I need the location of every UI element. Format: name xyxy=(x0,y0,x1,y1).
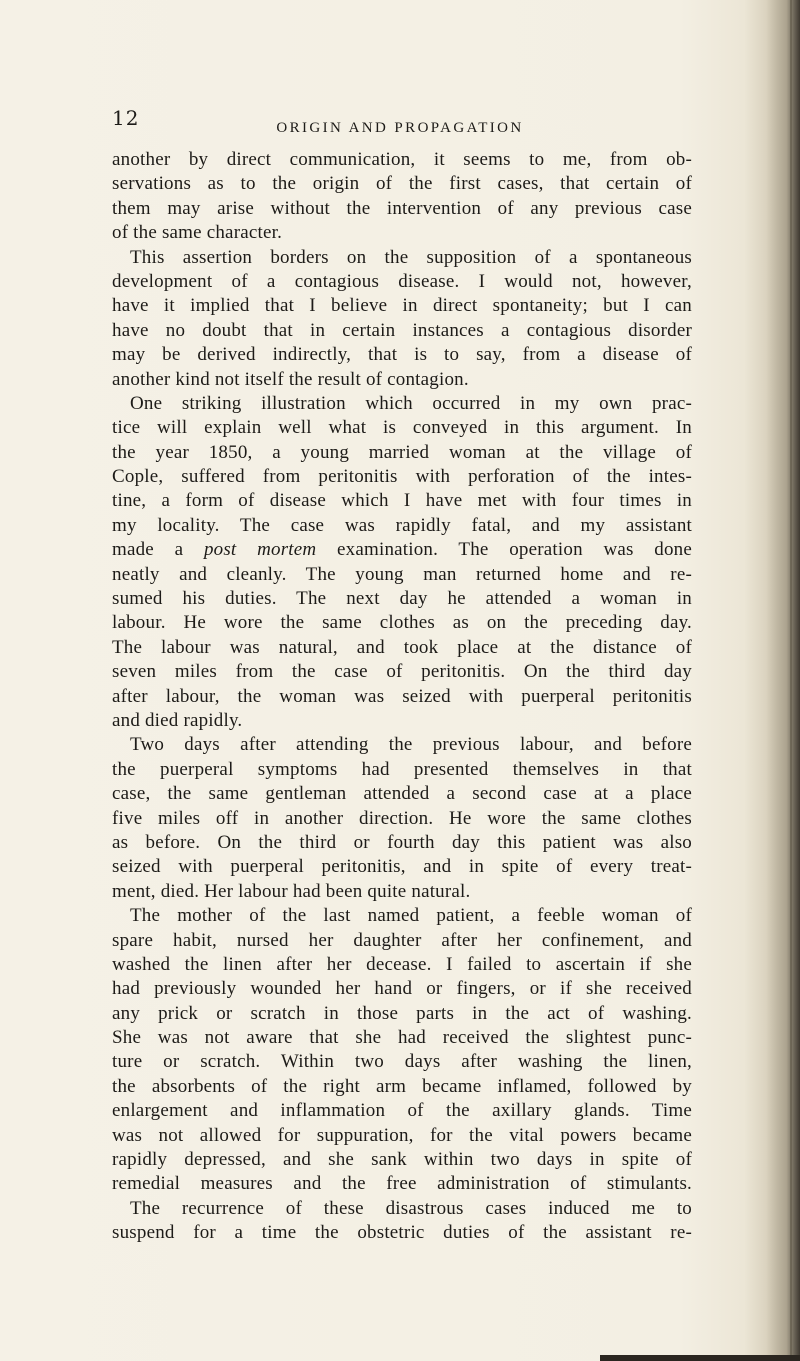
text-line: The labour was natural, and took place at the distance of xyxy=(112,636,692,658)
text-line: spare habit, nursed her daughter after her confinement, and xyxy=(112,929,692,951)
text-line: have it implied that I believe in direct spontaneity; but I can xyxy=(112,295,692,317)
text-line: development of a contagious disease. I would not, however, xyxy=(112,270,692,292)
text-line: have no doubt that in certain instances a contagious disorder xyxy=(112,319,692,341)
text-line: ture or scratch. Within two days after washing the linen, xyxy=(112,1051,692,1073)
bottom-rule xyxy=(600,1355,800,1361)
text-line: five miles off in another direction. He wore the same clothes xyxy=(112,807,692,829)
text-line: The recurrence of these disastrous cases induced me to xyxy=(130,1197,692,1219)
text-line: washed the linen after her decease. I failed to ascertain if she xyxy=(112,953,692,975)
text-line: as before. On the third or fourth day this patient was also xyxy=(112,831,692,853)
text-line: servations as to the origin of the first cases, that certain of xyxy=(112,173,692,195)
text-line: my locality. The case was rapidly fatal, and my assistant xyxy=(112,514,692,536)
text-line: She was not aware that she had received the slightest punc- xyxy=(112,1027,692,1049)
text-line: labour. He wore the same clothes as on the preceding day. xyxy=(112,612,692,634)
text-line: of the same character. xyxy=(112,222,283,244)
text-line: the year 1850, a young married woman at the village of xyxy=(112,441,692,463)
text-line: the absorbents of the right arm became inflamed, followed by xyxy=(112,1075,692,1097)
text-line: had previously wounded her hand or fingers, or if she received xyxy=(112,978,692,1000)
text-line: any prick or scratch in those parts in the act of washing. xyxy=(112,1002,692,1024)
text-line: tine, a form of disease which I have met with four times in xyxy=(112,490,692,512)
text-line: This assertion borders on the supposition of a spontaneous xyxy=(130,246,692,268)
text-line: tice will explain well what is conveyed in this argument. In xyxy=(112,417,692,439)
text-line: The mother of the last named patient, a feeble woman of xyxy=(130,905,692,927)
text-line: seven miles from the case of peritonitis. On the third day xyxy=(112,661,692,683)
text-line: seized with puerperal peritonitis, and in spite of every treat- xyxy=(112,856,692,878)
text-line: rapidly depressed, and she sank within two days in spite of xyxy=(112,1149,692,1171)
page-number: 12 xyxy=(112,106,140,130)
text-line: them may arise without the intervention of any previous case xyxy=(112,197,692,219)
italic-phrase: post mortem xyxy=(203,539,317,561)
text-line: may be derived indirectly, that is to say, from a disease of xyxy=(112,344,692,366)
text-line: after labour, the woman was seized with puerperal peritonitis xyxy=(112,685,692,707)
running-head: ORIGIN AND PROPAGATION xyxy=(276,120,524,136)
text-line: another by direct communication, it seems to me, from ob- xyxy=(112,149,692,170)
text-line: the puerperal symptoms had presented themselves in that xyxy=(112,758,692,780)
page-edge-shadow xyxy=(766,0,800,1361)
text-line: ment, died. Her labour had been quite natural. xyxy=(112,880,471,902)
text-line: Two days after attending the previous labour, and before xyxy=(130,734,692,756)
page-edge-line xyxy=(790,0,792,1361)
text-line: sumed his duties. The next day he attended a woman in xyxy=(112,588,692,610)
text-line: suspend for a time the obstetric duties of the assistant re- xyxy=(112,1222,692,1244)
text-line: enlargement and inflammation of the axillary glands. Time xyxy=(112,1100,692,1122)
text-line: Cople, suffered from peritonitis with perforation of the intes- xyxy=(112,466,692,488)
text-line: remedial measures and the free administration of stimulants. xyxy=(112,1173,692,1195)
text-line: neatly and cleanly. The young man returned home and re- xyxy=(112,563,692,585)
text-line: case, the same gentleman attended a second case at a place xyxy=(112,783,692,805)
text-line: and died rapidly. xyxy=(112,709,243,731)
text-line: another kind not itself the result of contagion. xyxy=(112,368,469,390)
text-line: made a post mortem examination. The operation was done xyxy=(112,539,693,561)
text-line: One striking illustration which occurred in my own prac- xyxy=(130,392,692,414)
text-line: was not allowed for suppuration, for the vital powers became xyxy=(112,1124,692,1146)
body-text xyxy=(112,148,692,1246)
